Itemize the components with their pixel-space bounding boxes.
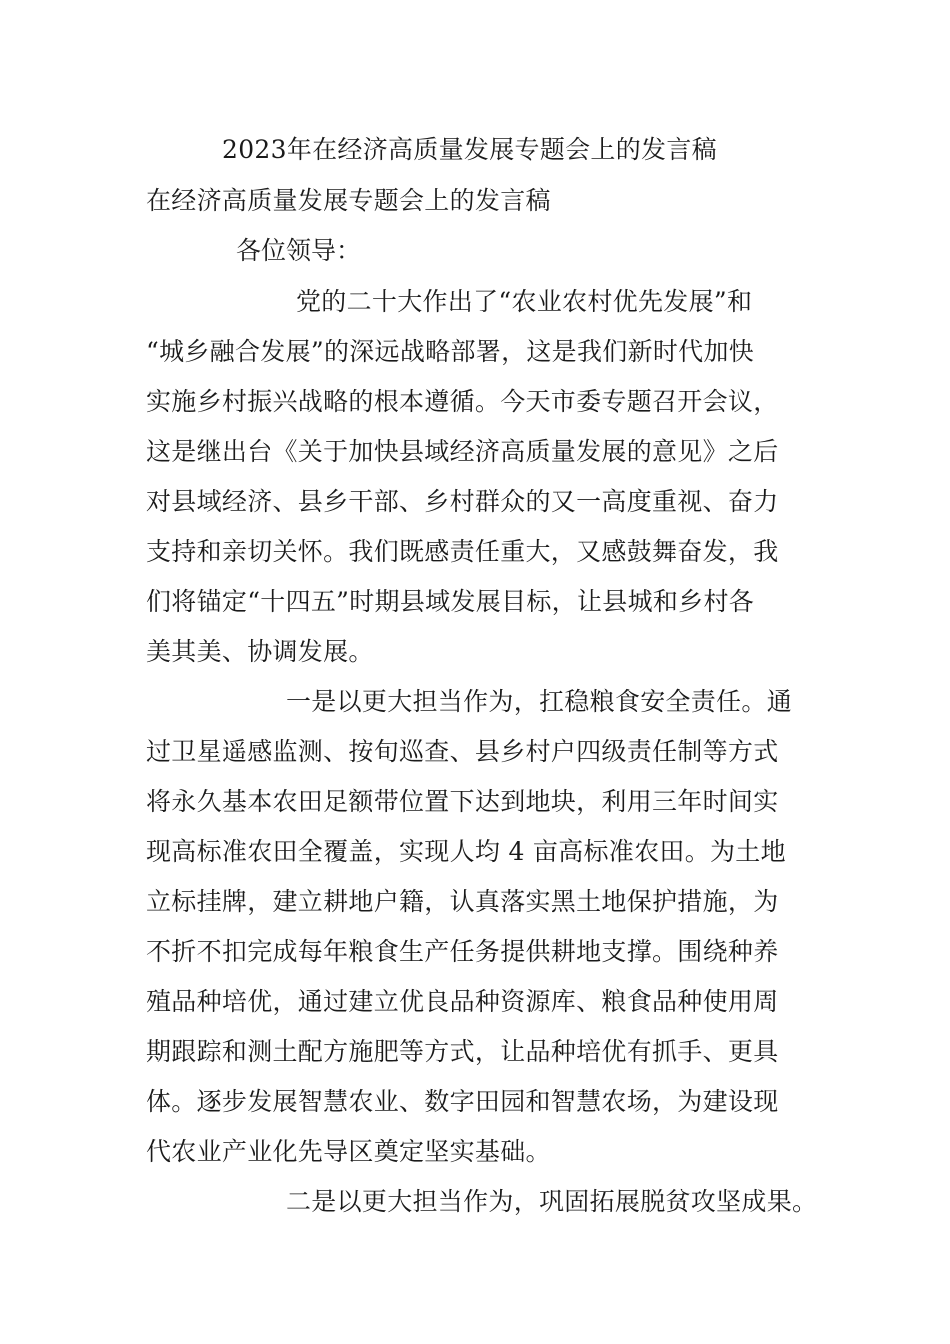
salutation: 各位领导：: [236, 236, 362, 265]
body-line: 支持和亲切关怀。我们既感责任重大，又感鼓舞奋发，我: [146, 537, 779, 566]
body-line: 党的二十大作出了“农业农村优先发展”和: [296, 287, 753, 316]
body-line: 立标挂牌，建立耕地户籍，认真落实黑土地保护措施，为: [146, 887, 779, 916]
document-title: 2023年在经济高质量发展专题会上的发言稿: [222, 135, 717, 164]
body-line: 们将锚定“十四五”时期县域发展目标，让县城和乡村各: [146, 587, 755, 616]
body-line: 不折不扣完成每年粮食生产任务提供耕地支撑。围绕种养: [146, 937, 779, 966]
body-line: 这是继出台《关于加快县域经济高质量发展的意见》之后: [146, 437, 779, 466]
body-line: 二是以更大担当作为，巩固拓展脱贫攻坚成果。: [286, 1187, 818, 1216]
body-line: 殖品种培优，通过建立优良品种资源库、粮食品种使用周: [146, 987, 779, 1016]
body-line: 一是以更大担当作为，扛稳粮食安全责任。通: [286, 687, 793, 716]
body-line: 代农业产业化先导区奠定坚实基础。: [146, 1137, 551, 1166]
body-line: 实施乡村振兴战略的根本遵循。今天市委专题召开会议，: [146, 387, 779, 416]
body-line: 将永久基本农田足额带位置下达到地块，利用三年时间实: [146, 787, 779, 816]
body-line: 美其美、协调发展。: [146, 637, 374, 666]
body-line: 体。逐步发展智慧农业、数字田园和智慧农场，为建设现: [146, 1087, 779, 1116]
body-line: 现高标准农田全覆盖，实现人均 4 亩高标准农田。为土地: [146, 837, 786, 866]
body-line: 过卫星遥感监测、按旬巡查、县乡村户四级责任制等方式: [146, 737, 779, 766]
body-line: 对县域经济、县乡干部、乡村群众的又一高度重视、奋力: [146, 487, 779, 516]
body-line: “城乡融合发展”的深远战略部署，这是我们新时代加快: [146, 337, 755, 366]
body-line: 期跟踪和测土配方施肥等方式，让品种培优有抓手、更具: [146, 1037, 779, 1066]
document-subtitle: 在经济高质量发展专题会上的发言稿: [146, 186, 551, 215]
